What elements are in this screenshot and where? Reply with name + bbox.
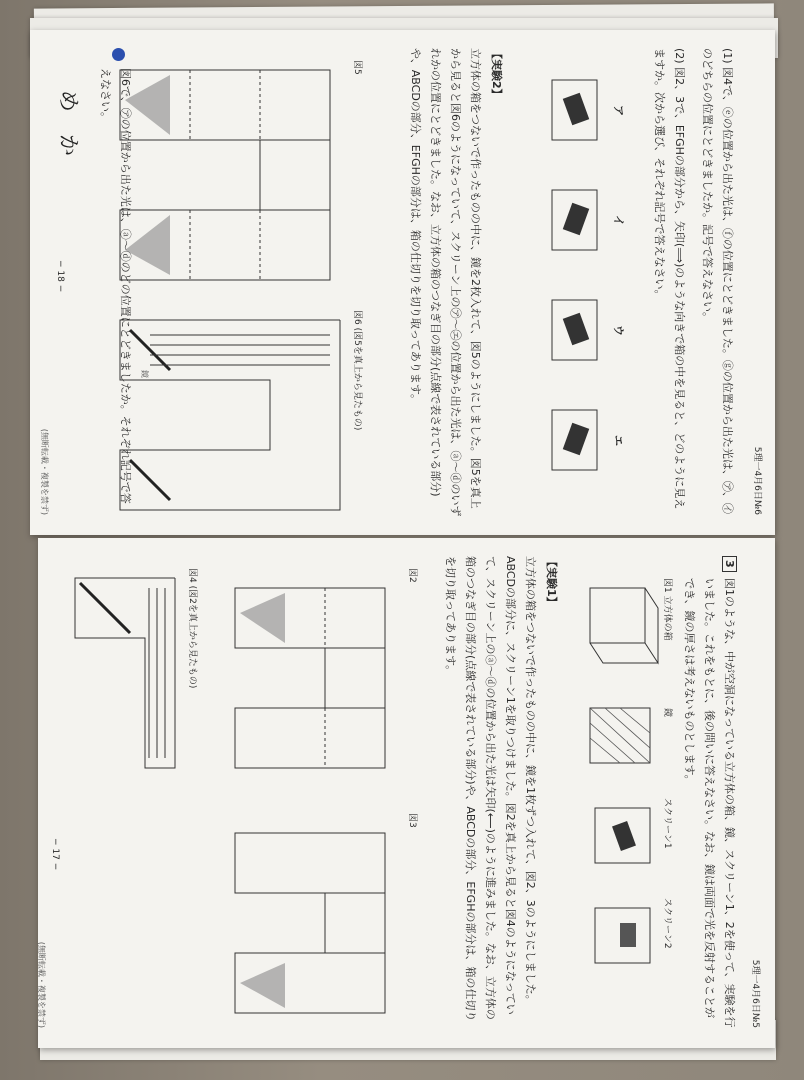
- page-header: 5理一4月6日№5: [750, 959, 760, 1028]
- choice-e-label: エ: [612, 435, 625, 446]
- page-number: − 18 −: [55, 260, 65, 293]
- question-3-marker: [108, 48, 127, 61]
- mirror-label: 鏡: [662, 708, 672, 718]
- page-footer: (無断転載・複製を禁ず): [40, 428, 49, 515]
- figure-1-diagram: [580, 568, 660, 1008]
- experiment-2-title: 【実験2】: [490, 48, 503, 100]
- experiment-2-text: 立方体の箱をつないで作ったものの中に、鏡を2枚入れて、図5のようにしました。図5を真上から見ると図6のようになっていて、スクリーン上の㋐〜㋓の位置から出た光は、ⓐ〜ⓓのいずれかの位置にとどきました。なお、立方体の箱のつなぎ目の部分(点線で表されている部分)や、ABCDの部分、EFGHの部分は、箱の仕切りを切り取ってあります。: [409, 48, 482, 517]
- screen-1-label: スクリーン1: [662, 798, 672, 849]
- page-18-content: [30, 30, 775, 535]
- mirror-label-fig6: 鏡: [140, 370, 149, 378]
- choice-i-label: イ: [612, 215, 625, 226]
- page-footer: (無断転載・複製を禁ず): [37, 941, 46, 1028]
- figure-4-diagram: [65, 568, 185, 798]
- experiment-1-title: 【実験1】: [545, 556, 558, 608]
- page-header: 5理一4月6日№6: [752, 446, 762, 515]
- figure-3-diagram: [215, 813, 405, 1033]
- question-1-text: (1) 図4で、ⓔの位置から出た光は、ⓕの位置にとどきました。ⓖの位置から出た光は、㋐、㋑のどちらの位置にとどきましたか。記号で答えなさい。: [701, 48, 734, 514]
- figure-5-label: 図5: [352, 60, 362, 75]
- question-3-text: 図6で、㋐の位置から出た光は、ⓐ〜ⓓのどの位置にとどきましたか。それぞれ記号で答えなさい。: [99, 68, 132, 504]
- intro-text: 図1のような、中が空洞になっている立方体の箱、鏡、スクリーン1、2を使って、実験を行いました。これをもとに、後の問いに答えなさい。なお、鏡は両面で光を反射することができ、鏡の厚さは考えないものとします。: [683, 578, 736, 1028]
- question-number: 3: [722, 556, 737, 572]
- figure-3-label: 図3: [407, 813, 417, 828]
- experiment-1-text: 立方体の箱をつないで作ったものの中に、鏡を1枚ずつ入れて、図2、3のようにしました。ABCDの部分に、スクリーン1を取りつけました。図2を真上から見ると図4のようになっていて、スクリーン上のⓐ〜ⓓの位置から出た光は矢印(⟵)のように進みました。なお、立方体の箱のつなぎ目の部分(点線で表されている部分)や、ABCDの部分、EFGHの部分は、箱の仕切りを切り取ってあります。: [444, 556, 537, 1022]
- choice-a-label: ア: [612, 105, 625, 116]
- answer-choices: [527, 50, 637, 520]
- figure-5-diagram: [100, 60, 350, 290]
- question-2-text: (2) 図2、3で、EFGHの部分から、矢印(⟹)のような向きで箱の中を見ると、どのように見えますか。次から選び、それぞれ記号で答えなさい。: [653, 48, 686, 510]
- screen-2-label: スクリーン2: [662, 898, 672, 949]
- figure-6-diagram: [100, 310, 350, 520]
- figure-6-label: 図6 (図5を真上から見たもの): [352, 310, 362, 431]
- figure-2-diagram: [215, 568, 405, 798]
- choice-u-label: ウ: [612, 325, 625, 336]
- question-3-dot: [112, 48, 125, 61]
- exam-page-17: [38, 538, 775, 1048]
- figure-2-label: 図2: [407, 568, 417, 583]
- exam-page-18: [30, 30, 775, 535]
- choice-diagrams: [527, 50, 637, 520]
- handwritten-answer: め か: [55, 90, 80, 157]
- page-number: − 17 −: [50, 838, 60, 871]
- page-17-content: [38, 538, 775, 1048]
- figure-4-label: 図4 (図2を真上から見たもの): [187, 568, 197, 689]
- figure-1-label: 図1 立方体の箱: [662, 578, 672, 641]
